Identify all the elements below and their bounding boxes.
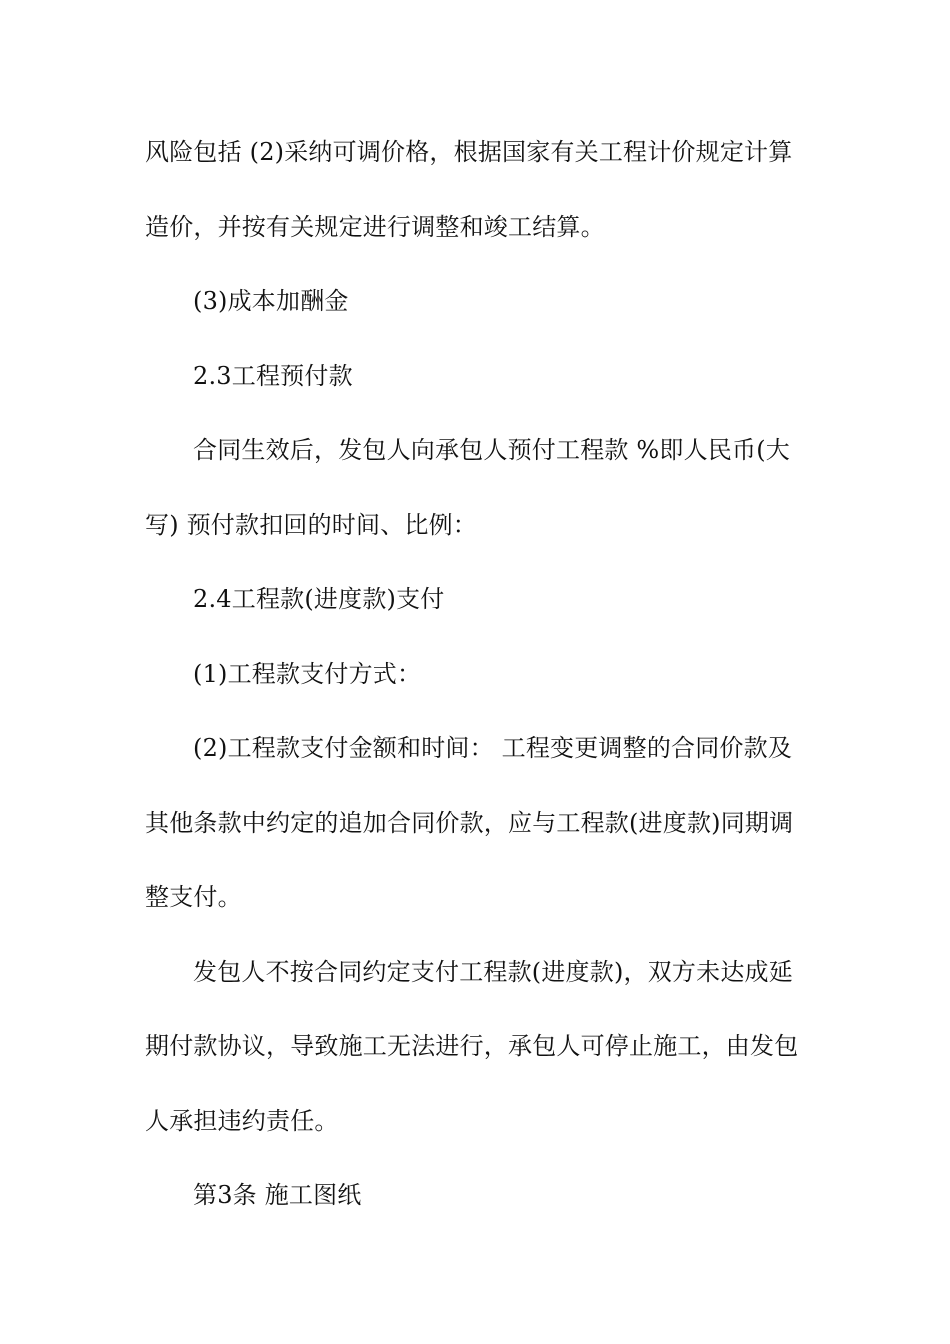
text-line-11: 整支付。 bbox=[145, 883, 242, 911]
text-line-5: 合同生效后，发包人向承包人预付工程款 %即人民币(大 bbox=[193, 436, 790, 464]
text-line-6: 写) 预付款扣回的时间、比例： bbox=[145, 510, 477, 539]
text-line-12: 发包人不按合同约定支付工程款(进度款)，双方未达成延 bbox=[193, 957, 793, 986]
document-body bbox=[145, 127, 807, 1245]
list-item-1-payment-method: (1)工程款支付方式： bbox=[193, 659, 422, 688]
text-line-10: 其他条款中约定的追加合同价款，应与工程款(进度款)同期调 bbox=[145, 808, 794, 837]
list-item-3-cost-plus: (3)成本加酬金 bbox=[193, 287, 349, 315]
text-line-2: 造价，并按有关规定进行调整和竣工结算。 bbox=[145, 212, 605, 241]
list-item-2-payment-amount: (2)工程款支付金额和时间： 工程变更调整的合同价款及 bbox=[193, 734, 793, 762]
section-heading-2-3: 2.3工程预付款 bbox=[193, 361, 353, 390]
article-heading-3: 第3条 施工图纸 bbox=[193, 1181, 362, 1209]
text-line-14: 人承担违约责任。 bbox=[145, 1106, 339, 1135]
section-heading-2-4: 2.4工程款(进度款)支付 bbox=[193, 585, 445, 613]
text-line-1: 风险包括 (2)采纳可调价格，根据国家有关工程计价规定计算 bbox=[145, 138, 793, 166]
text-line-13: 期付款协议，导致施工无法进行，承包人可停止施工，由发包 bbox=[145, 1032, 799, 1060]
